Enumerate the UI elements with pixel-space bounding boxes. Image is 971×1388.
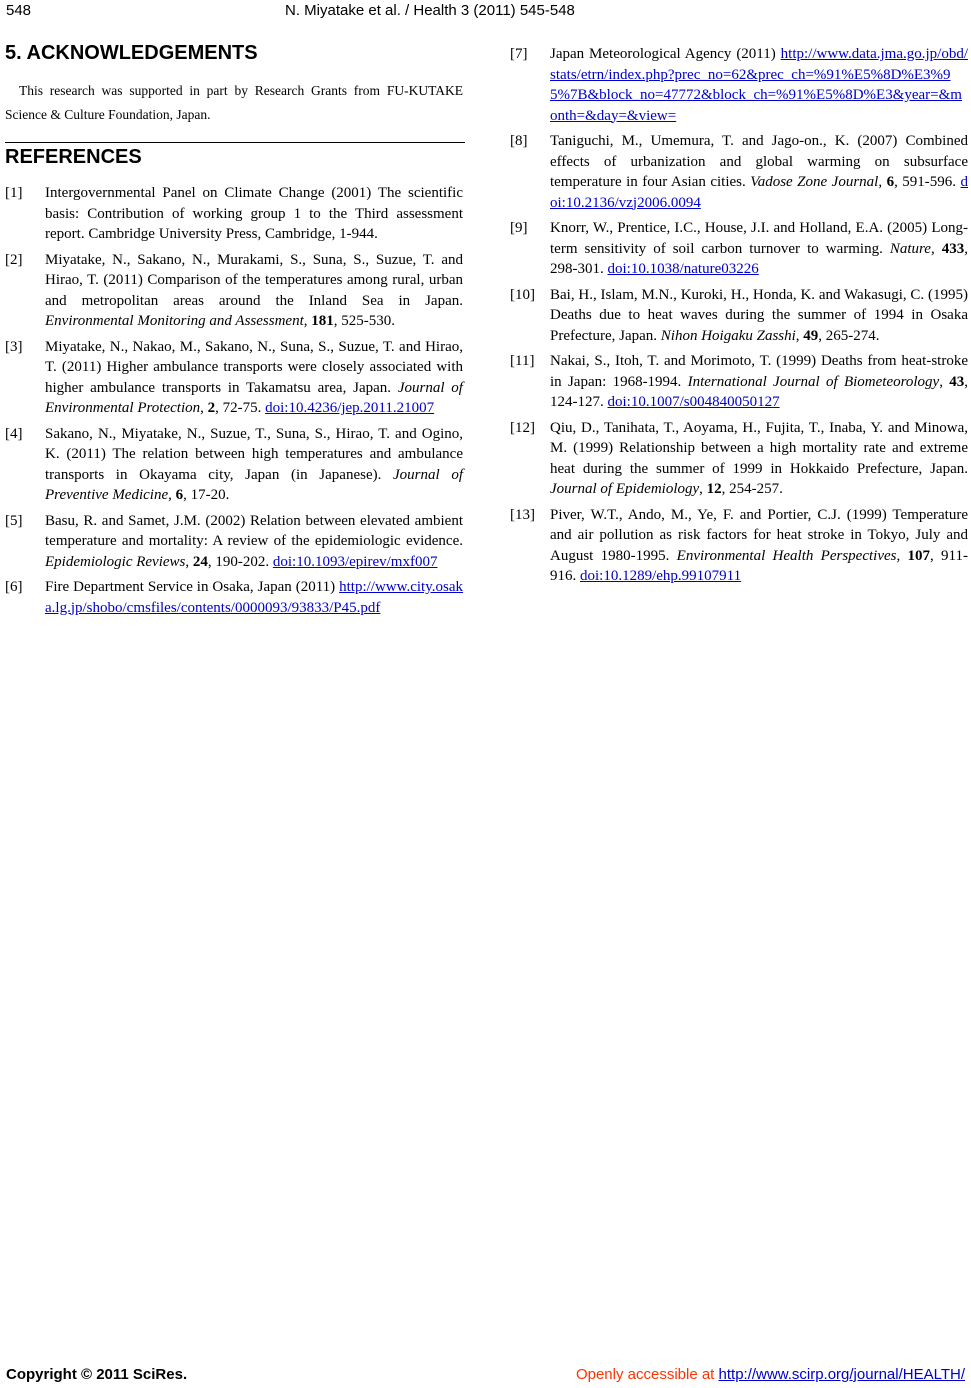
reference-item (510, 505, 968, 587)
reference-item (5, 511, 463, 573)
reference-number: [7] (510, 46, 528, 62)
journal-link[interactable]: http://www.scirp.org/journal/HEALTH/ (718, 1366, 965, 1383)
reference-item (510, 418, 968, 500)
reference-volume: 433 (941, 240, 965, 257)
reference-pages: , 911-916. (550, 547, 968, 584)
reference-number: [6] (5, 579, 23, 595)
reference-link[interactable]: doi:10.1289/ehp.99107911 (580, 568, 742, 584)
reference-body: Piver, W.T., Ando, M., Ye, F. and Portier, C.J. (1999) Temperature and air pollution as risk factors for heat stroke in Tokyo, July and August 1980-1995. Environmental Health Perspectives, 107, 911-916. doi:10.1289/ehp.99107911 (550, 506, 968, 584)
reference-item (5, 183, 463, 245)
reference-journal: International Journal of Biometeorology (687, 373, 940, 390)
reference-item (510, 131, 968, 213)
reference-text: Fire Department Service in Osaka, Japan (2011) (45, 579, 340, 595)
reference-link[interactable]: doi:10.1007/s004840050127 (607, 394, 780, 410)
reference-text: Nakai, S., Itoh, T. and Morimoto, T. (1999) Deaths from heat-stroke in Japan: 1968-1994. (550, 353, 968, 390)
reference-item (5, 337, 463, 419)
reference-link[interactable]: doi:10.1093/epirev/mxf007 (272, 553, 438, 570)
reference-number: [4] (5, 425, 23, 442)
reference-body: Qiu, D., Tanihata, T., Aoyama, H., Fujita, T., Inaba, Y. and Minowa, M. (1999) Relationship between a high mortality rate and extreme heat during the summer of 1999 in Hokkaido Prefecture, Japan. Journal of Epidemiology, 12, 254-257. (550, 419, 968, 497)
reference-body: Nakai, S., Itoh, T. and Morimoto, T. (1999) Deaths from heat-stroke in Japan: 1968-1994. International Journal of Biometeorology, 43, 124-127. doi:10.1007/s004840050127 (550, 353, 969, 410)
reference-volume: 6 (175, 487, 184, 503)
reference-volume: 181 (311, 313, 334, 329)
open-access-notice (576, 1366, 965, 1383)
reference-list-right (510, 44, 968, 587)
reference-item (510, 44, 968, 126)
reference-pages: , 298-301. (550, 240, 968, 277)
reference-number: [12] (510, 419, 535, 436)
reference-journal: Vadose Zone Journal (750, 174, 879, 190)
page-footer (0, 1366, 971, 1388)
reference-text: Japan Meteorological Agency (2011) (550, 46, 781, 62)
reference-body: Basu, R. and Samet, J.M. (2002) Relation between elevated ambient temperature and mortality: A review of the epidemiologic evidence. Epidemiologic Reviews, 24, 190-202. doi:10.1093/epirev/mxf007 (45, 512, 463, 570)
reference-pages: , 124-127. (550, 373, 969, 410)
reference-body (45, 577, 463, 618)
reference-link[interactable]: doi:10.2136/vzj2006.0094 (550, 174, 969, 211)
reference-text: Knorr, W., Prentice, I.C., House, J.I. and Holland, E.A. (2005) Long-term sensitivity of soil carbon turnover to warming. (550, 220, 968, 257)
reference-journal: Environmental Monitoring and Assessment (45, 313, 304, 329)
reference-volume: 49 (803, 327, 819, 344)
reference-number: [2] (5, 251, 23, 268)
reference-journal: Journal of Environmental Protection (45, 379, 463, 416)
reference-number: [5] (5, 512, 23, 529)
reference-text: Taniguchi, M., Umemura, T. and Jago-on., K. (2007) Combined effects of urbanization and global warming on subsurface temperature in four Asian cities. (550, 133, 968, 190)
reference-number: [10] (510, 286, 535, 303)
reference-volume: 24 (192, 553, 208, 570)
reference-journal: Journal of Preventive Medicine (45, 466, 463, 503)
reference-link[interactable]: doi:10.1038/nature03226 (607, 261, 759, 277)
reference-journal: Journal of Epidemiology (550, 481, 700, 497)
reference-link[interactable]: http://www.city.osaka.lg.jp/shobo/cmsfiles/contents/0000093/93833/P45.pdf (45, 579, 463, 616)
reference-body: Knorr, W., Prentice, I.C., House, J.I. and Holland, E.A. (2005) Long-term sensitivity of soil carbon turnover to warming. Nature, 433, 298-301. doi:10.1038/nature03226 (550, 220, 968, 277)
reference-list-left (5, 183, 463, 618)
page-header (0, 0, 971, 22)
reference-volume: 107 (907, 547, 931, 564)
reference-item (5, 250, 463, 332)
reference-journal: Nature (889, 240, 931, 257)
reference-number: [11] (510, 353, 535, 369)
open-access-label: Openly accessible at (575, 1366, 719, 1383)
reference-text: Miyatake, N., Sakano, N., Murakami, S., Suna, S., Suzue, T. and Hirao, T. (2011) Comparison of the temperatures among rural, urban and metropolitan areas around the Inland Sea in Japan. (45, 251, 463, 309)
reference-number: [3] (5, 338, 23, 355)
reference-item (5, 577, 463, 618)
reference-text: Sakano, N., Miyatake, N., Suzue, T., Suna, S., Hirao, T. and Ogino, K. (2011) The relation between high temperatures and ambulance transports in Okayama city, Japan (in Japanese). (45, 425, 463, 483)
reference-item (510, 351, 968, 413)
page-number: 548 (6, 2, 32, 19)
reference-item (510, 218, 968, 280)
reference-pages: , 525-530. (333, 313, 395, 329)
reference-body: Taniguchi, M., Umemura, T. and Jago-on., K. (2007) Combined effects of urbanization and global warming on subsurface temperature in four Asian cities. Vadose Zone Journal, 6, 591-596. doi:10.2136/vzj2006.0094 (550, 133, 969, 211)
reference-body: Miyatake, N., Nakao, M., Sakano, N., Suna, S., Suzue, T. and Hirao, T. (2011) Higher ambulance transports were closely associated with higher ambulance transports in Takamatsu area, Japan. Journal of Environmental Protection, 2, 72-75. doi:10.4236/jep.2011.21007 (45, 338, 463, 416)
left-column (5, 40, 463, 623)
reference-body: Sakano, N., Miyatake, N., Suzue, T., Suna, S., Hirao, T. and Ogino, K. (2011) The relation between high temperatures and ambulance transports in Okayama city, Japan (in Japanese). Journal of Preventive Medicine, 6, 17-20. (45, 425, 463, 503)
reference-number: [13] (510, 506, 535, 523)
reference-journal: Nihon Hoigaku Zasshi (660, 327, 796, 344)
running-head: N. Miyatake et al. / Health 3 (2011) 545-548 (285, 2, 575, 19)
reference-pages: , 190-202. (207, 553, 273, 570)
reference-pages: , 254-257. (721, 481, 783, 497)
reference-number: [9] (510, 220, 528, 236)
reference-body: Bai, H., Islam, M.N., Kuroki, H., Honda, K. and Wakasugi, C. (1995) Deaths due to heat waves during the summer of 1994 in Osaka Prefecture, Japan. Nihon Hoigaku Zasshi, 49, 265-274. (550, 286, 968, 344)
reference-pages: , 17-20. (183, 487, 230, 503)
right-column (510, 44, 968, 592)
reference-journal: Environmental Health Perspectives (676, 547, 897, 564)
reference-volume: 2 (207, 400, 216, 416)
reference-text: Piver, W.T., Ando, M., Ye, F. and Portier, C.J. (1999) Temperature and air pollution as risk factors for heat stroke in Tokyo, July and August 1980-1995. (550, 506, 968, 564)
reference-pages: , 72-75. (215, 400, 266, 416)
reference-volume: 6 (886, 174, 895, 190)
references-heading: REFERENCES (5, 146, 142, 168)
reference-number: [1] (5, 185, 23, 201)
copyright-notice: Copyright © 2011 SciRes. (6, 1366, 188, 1383)
reference-item (5, 424, 463, 506)
reference-pages: , 265-274. (818, 327, 880, 344)
reference-link[interactable]: doi:10.4236/jep.2011.21007 (265, 400, 435, 416)
reference-text: Qiu, D., Tanihata, T., Aoyama, H., Fujita, T., Inaba, Y. and Minowa, M. (1999) Relationship between a high mortality rate and extreme heat during the summer of 1999 in Hokkaido Prefecture, Japan. (550, 419, 968, 477)
reference-pages: , 591-596. (894, 174, 961, 190)
reference-text: Intergovernmental Panel on Climate Change (2001) The scientific basis: Contribution of working group 1 to the Third assessment report. Cambridge University Press, Cambridge, 1-944. (45, 185, 463, 242)
reference-body: Miyatake, N., Sakano, N., Murakami, S., Suna, S., Suzue, T. and Hirao, T. (2011) Comparison of the temperatures among rural, urban and metropolitan areas around the Inland Sea in Japan. Environmental Monitoring and Assessment, 181, 525-530. (45, 251, 463, 329)
reference-journal: Epidemiologic Reviews (45, 553, 186, 570)
reference-text: Basu, R. and Samet, J.M. (2002) Relation between elevated ambient temperature and mortality: A review of the epidemiologic evidence. (45, 512, 463, 549)
reference-text: Miyatake, N., Nakao, M., Sakano, N., Suna, S., Suzue, T. and Hirao, T. (2011) Higher ambulance transports were closely associated with higher ambulance transports in Takamatsu area, Japan. (45, 338, 463, 396)
section-divider (5, 142, 465, 143)
reference-text: Bai, H., Islam, M.N., Kuroki, H., Honda, K. and Wakasugi, C. (1995) Deaths due to heat waves during the summer of 1994 in Osaka Prefecture, Japan. (550, 286, 968, 344)
reference-item (510, 285, 968, 347)
reference-volume: 43 (949, 373, 965, 390)
reference-link[interactable]: http://www.data.jma.go.jp/obd/stats/etrn/index.php?prec_no=62&prec_ch=%91%E5%8D%E3%95%7B&block_no=47772&block_ch=%91%E5%8D%E3&year=&month=&day=&view= (550, 46, 968, 124)
reference-body (45, 183, 463, 245)
reference-number: [8] (510, 133, 528, 149)
reference-body (550, 44, 968, 126)
acknowledgements-heading: 5. ACKNOWLEDGEMENTS (5, 42, 258, 64)
acknowledgements-text: This research was supported in part by Research Grants from FU-KUTAKE Science & Culture Foundation, Japan. (5, 83, 463, 122)
reference-volume: 12 (706, 481, 722, 497)
